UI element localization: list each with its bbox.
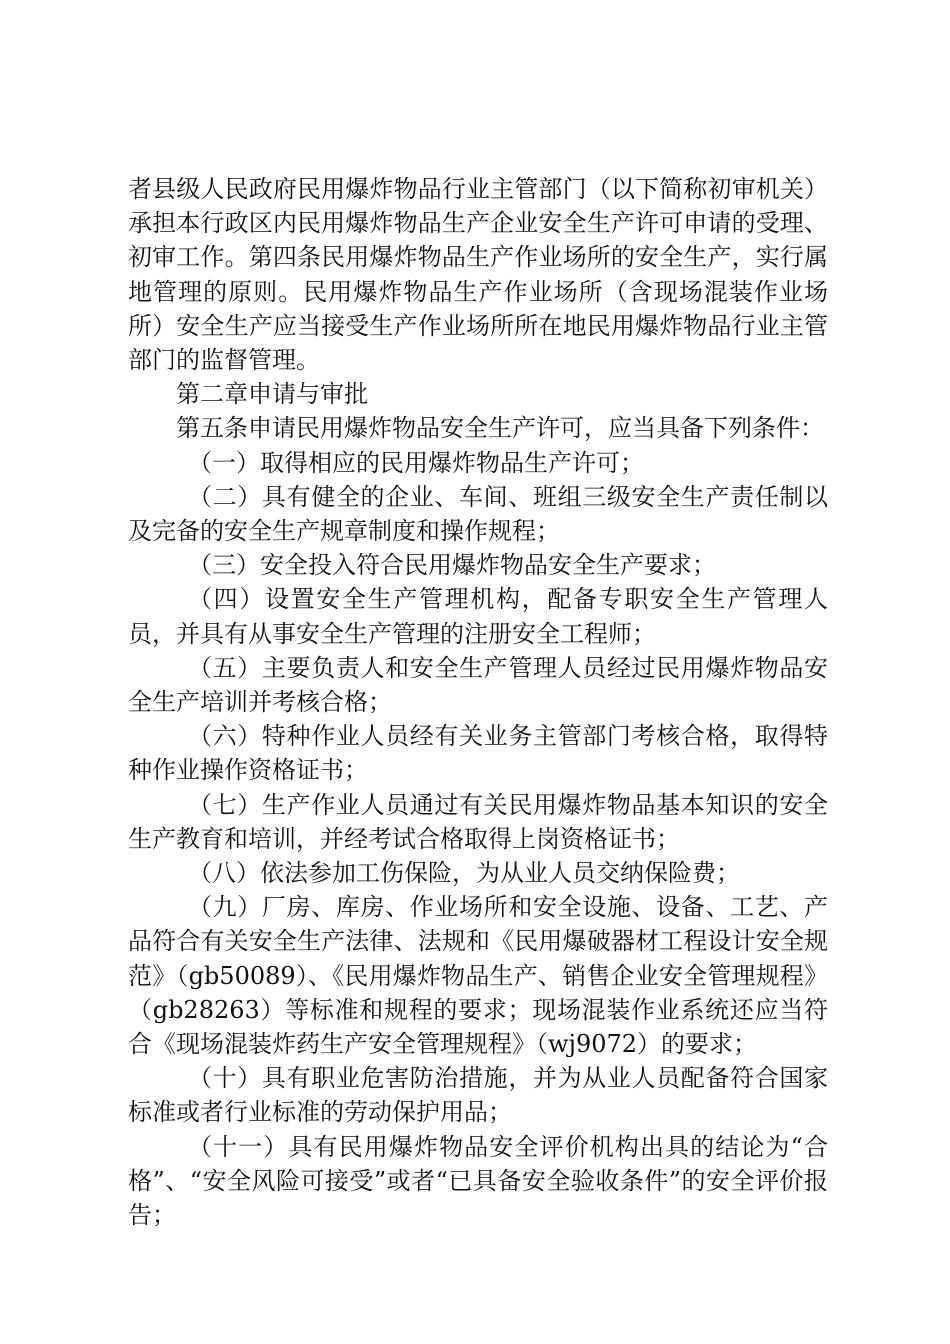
article-5-intro: 第五条申请民用爆炸物品安全生产许可，应当具备下列条件： — [176, 414, 824, 443]
chapter-heading: 第二章申请与审批 — [176, 380, 368, 409]
condition-item-4: （四）设置安全生产管理机构，配备专职安全生产管理人员，并具有从事安全生产管理的注册安全工程师； — [128, 585, 828, 648]
condition-item-11: （十一）具有民用爆炸物品安全评价机构出具的结论为“合格”、“安全风险可接受”或者“已具备安全验收条件”的安全评价报告； — [128, 1132, 828, 1230]
document-body — [128, 172, 828, 1232]
condition-item-5: （五）主要负责人和安全生产管理人员经过民用爆炸物品安全生产培训并考核合格； — [128, 653, 828, 717]
condition-item-9: （九）厂房、库房、作业场所和安全设施、设备、工艺、产品符合有关安全生产法律、法规和《民用爆破器材工程设计安全规范》（gb50089）、《民用爆炸物品生产、销售企业安全管理规程》（gb28263）等标准和规程的要求；现场混装作业系统还应当符合《现场混装炸药生产安全管理规程》（wj9072）的要求； — [128, 893, 828, 1059]
condition-item-3: （三）安全投入符合民用爆炸物品安全生产要求； — [188, 551, 716, 580]
condition-item-6: （六）特种作业人员经有关业务主管部门考核合格，取得特种作业操作资格证书； — [128, 722, 828, 785]
condition-item-8: （八）依法参加工伤保险，为从业人员交纳保险费； — [188, 859, 740, 888]
condition-item-2: （二）具有健全的企业、车间、班组三级安全生产责任制以及完备的安全生产规章制度和操作规程； — [128, 482, 828, 546]
paragraph-preliminary-review: 者县级人民政府民用爆炸物品行业主管部门（以下简称初审机关）承担本行政区内民用爆炸物品生产企业安全生产许可申请的受理、初审工作。第四条民用爆炸物品生产作业场所的安全生产，实行属地管理的原则。民用爆炸物品生产作业场所（含现场混装作业场所）安全生产应当接受生产作业场所所在地民用爆炸物品行业主管部门的监督管理。 — [128, 175, 828, 375]
condition-item-1: （一）取得相应的民用爆炸物品生产许可； — [188, 448, 644, 477]
condition-item-7: （七）生产作业人员通过有关民用爆炸物品基本知识的安全生产教育和培训，并经考试合格取得上岗资格证书； — [128, 790, 828, 853]
condition-item-10: （十）具有职业危害防治措施，并为从业人员配备符合国家标准或者行业标准的劳动保护用品； — [128, 1064, 828, 1127]
